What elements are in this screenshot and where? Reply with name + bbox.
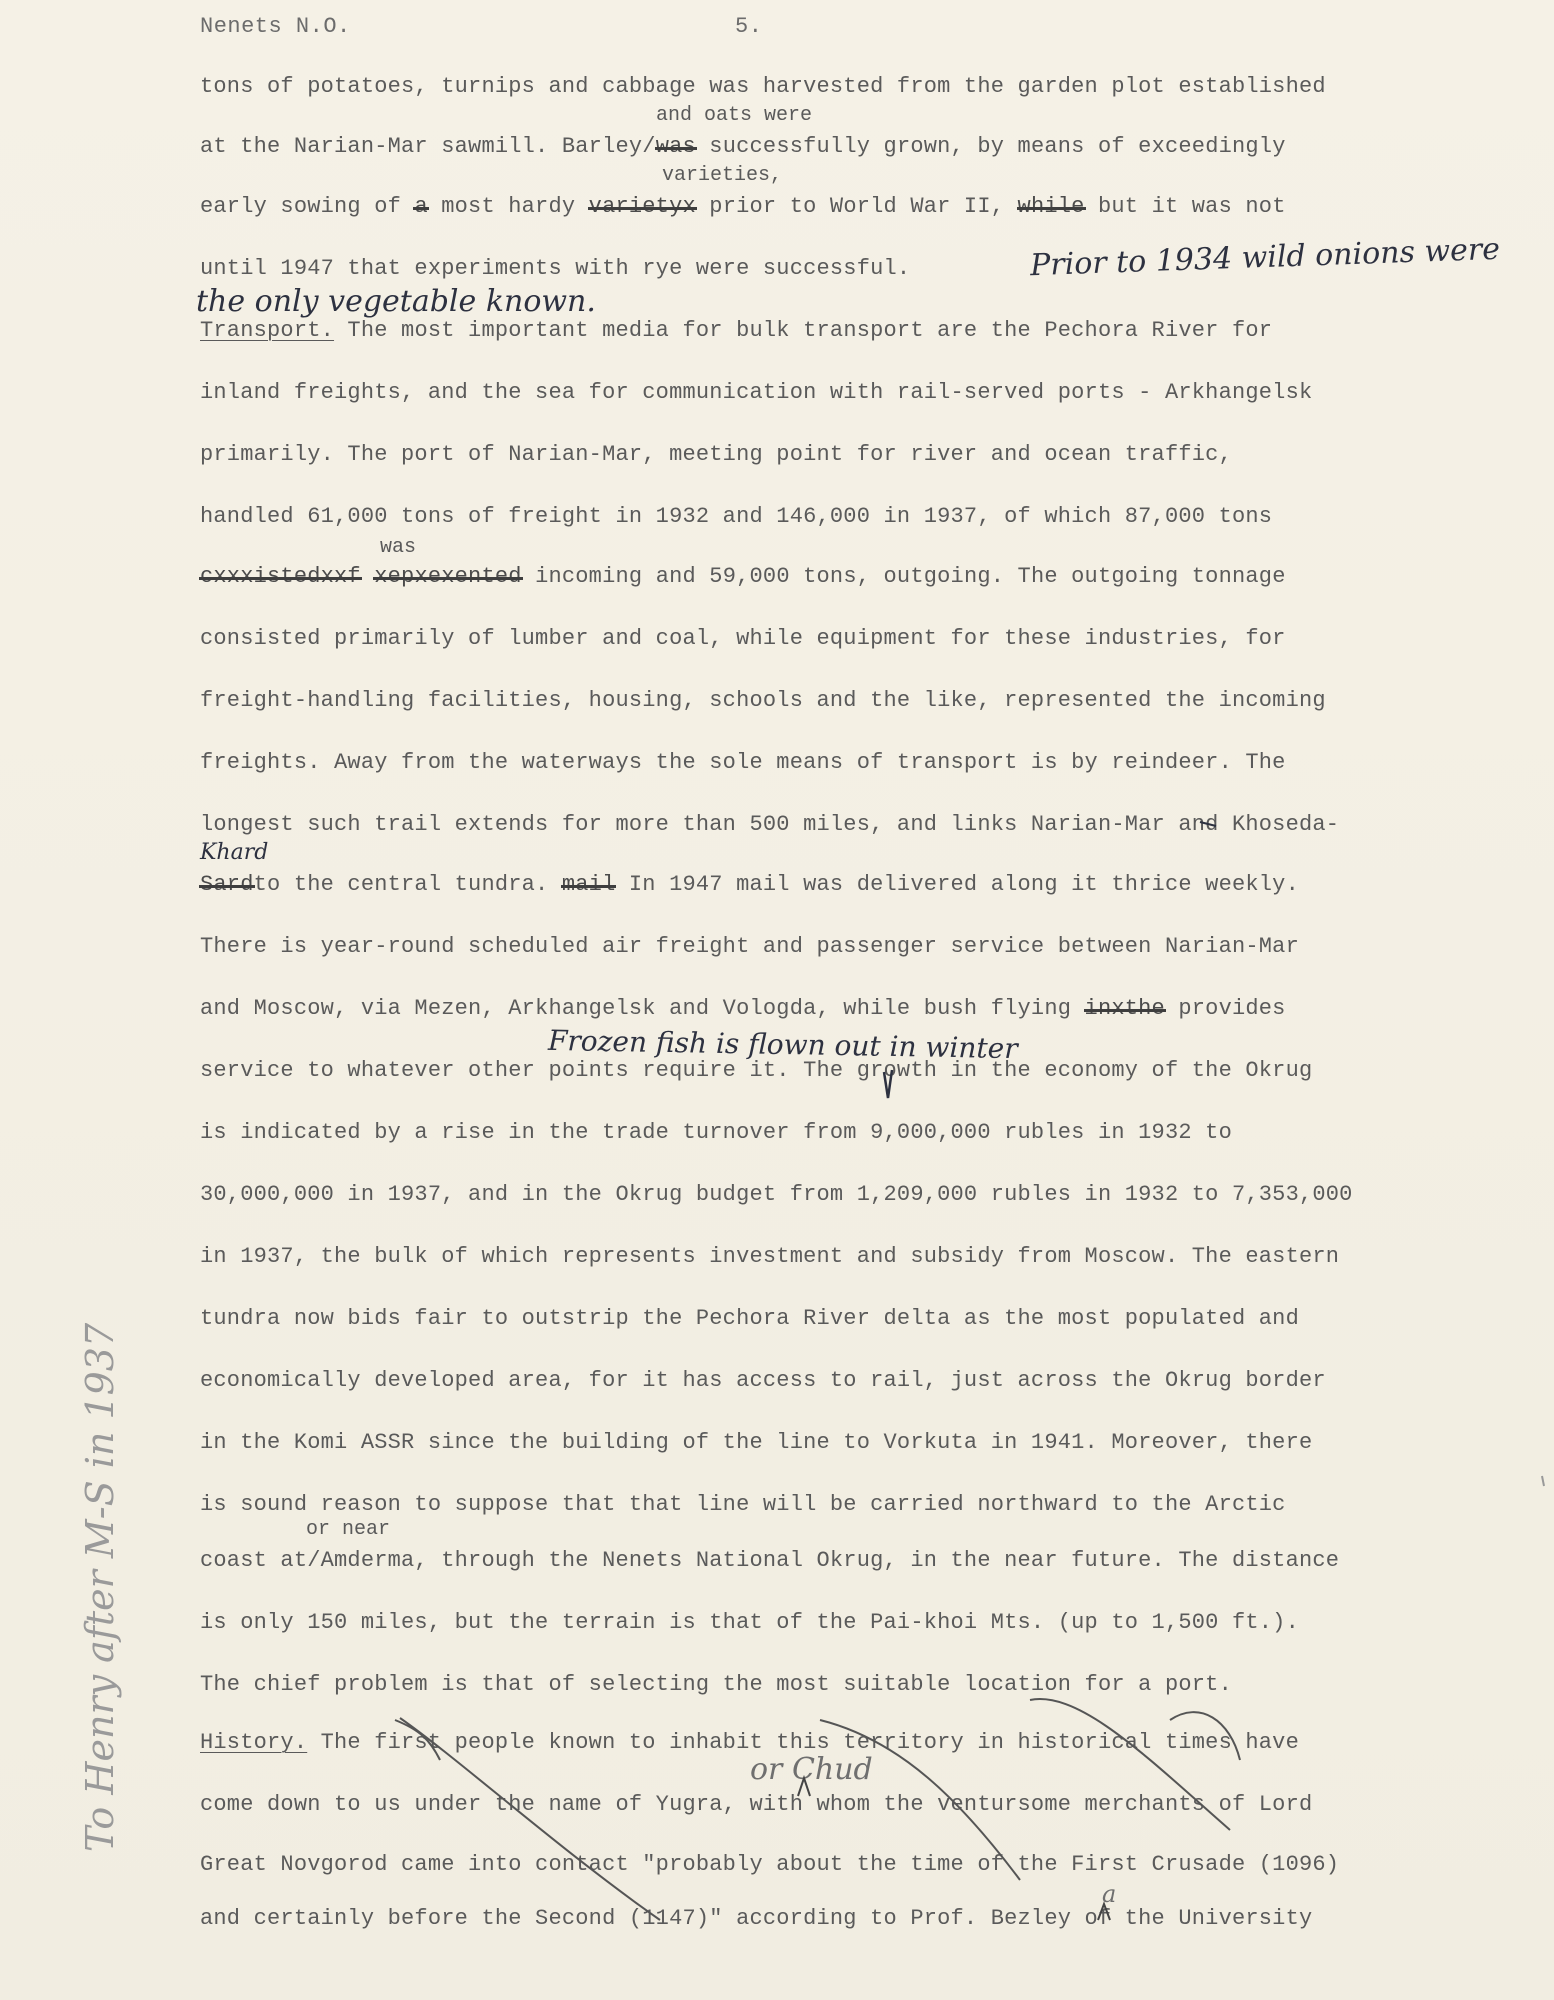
text-span: The most important media for bulk transport are the Pechora River for xyxy=(334,318,1273,343)
text-line: is only 150 miles, but the terrain is that of the Pai-khoi Mts. (up to 1,500 ft.). xyxy=(200,1610,1299,1635)
margin-tick xyxy=(1542,1476,1544,1486)
interlinear-insert: and oats were xyxy=(656,104,813,127)
pencil-stroke xyxy=(400,1718,660,1920)
header-title: Nenets N.O. xyxy=(200,14,351,39)
text-line: Great Novgorod came into contact "probably about the time of the First Crusade (1096) xyxy=(200,1852,1340,1877)
struck-word: varietyx xyxy=(588,194,696,219)
struck-word: a xyxy=(414,194,428,219)
interlinear-insert: was xyxy=(380,536,417,559)
text-line: until 1947 that experiments with rye were successful. xyxy=(200,256,911,281)
pencil-stroke xyxy=(1030,1699,1230,1830)
insertion-caret xyxy=(798,1778,810,1796)
text-line: There is year-round scheduled air freight and passenger service between Narian-Mar xyxy=(200,934,1299,959)
interlinear-insert: varieties, xyxy=(662,164,783,187)
struck-word: cxxxistedxxf xyxy=(200,564,361,589)
struck-word: inxthe xyxy=(1084,996,1165,1021)
struck-word: while xyxy=(1017,194,1085,219)
text-span: to the central tundra. xyxy=(253,872,562,897)
text-line: and certainly before the Second (1147)" according to Prof. Bezley of the University xyxy=(200,1906,1313,1931)
section-heading-transport: Transport. xyxy=(200,318,335,343)
handwritten-insert: the only vegetable known. xyxy=(196,284,596,319)
text-line: 30,000,000 in 1937, and in the Okrug budget from 1,209,000 rubles in 1932 to 7,353,000 xyxy=(200,1182,1353,1207)
text-span: and Moscow, via Mezen, Arkhangelsk and Vologda, while bush flying xyxy=(200,996,1085,1021)
struck-word: xepxexented xyxy=(374,564,522,589)
text-line: The chief problem is that of selecting the most suitable location for a port. xyxy=(200,1672,1232,1697)
text-line: tons of potatoes, turnips and cabbage was harvested from the garden plot established xyxy=(200,74,1326,99)
text-line: tundra now bids fair to outstrip the Pechora River delta as the most populated and xyxy=(200,1306,1299,1331)
text-line: freights. Away from the waterways the sole means of transport is by reindeer. The xyxy=(200,750,1286,775)
text-span: In 1947 mail was delivered along it thrice weekly. xyxy=(615,872,1299,897)
text-span: incoming and 59,000 tons, outgoing. The outgoing tonnage xyxy=(521,564,1286,589)
pencil-stroke xyxy=(1170,1712,1240,1760)
text-line: inland freights, and the sea for communication with rail-served ports - Arkhangelsk xyxy=(200,380,1313,405)
text-line: in the Komi ASSR since the building of the line to Vorkuta in 1941. Moreover, there xyxy=(200,1430,1313,1455)
text-line: longest such trail extends for more than 500 miles, and links Narian-Mar and Khoseda- xyxy=(200,812,1340,837)
text-span: The first people known to inhabit this territory in historical times have xyxy=(307,1730,1299,1755)
text-line: handled 61,000 tons of freight in 1932 and 146,000 in 1937, of which 87,000 tons xyxy=(200,504,1273,529)
handwritten-insert: a xyxy=(1102,1880,1117,1908)
handwritten-insert: Frozen fish is flown out in winter xyxy=(547,1023,1018,1066)
text-line: in 1937, the bulk of which represents investment and subsidy from Moscow. The eastern xyxy=(200,1244,1340,1269)
text-span: successfully grown, by means of exceedingly xyxy=(695,134,1286,159)
text-line: service to whatever other points require it. The growth in the economy of the Okrug xyxy=(200,1058,1313,1083)
insertion-caret xyxy=(884,1070,892,1098)
text-line: come down to us under the name of Yugra, with whom the ventursome merchants of Lord xyxy=(200,1792,1313,1817)
text-span: early sowing of xyxy=(200,194,415,219)
margin-pencil-note: To Henry after M-S in 1937 xyxy=(78,1322,122,1852)
page-number: 5. xyxy=(735,14,763,39)
text-span: at the Narian-Mar sawmill. Barley/ xyxy=(200,134,656,159)
pencil-stroke xyxy=(395,1720,440,1760)
struck-word: mail xyxy=(561,872,616,897)
text-span: but it was not xyxy=(1084,194,1286,219)
text-line: is indicated by a rise in the trade turnover from 9,000,000 rubles in 1932 to xyxy=(200,1120,1232,1145)
handwritten-insert: Prior to 1934 wild onions were xyxy=(1029,231,1501,284)
text-line: primarily. The port of Narian-Mar, meeting point for river and ocean traffic, xyxy=(200,442,1232,467)
handwritten-insert: or Chud xyxy=(750,1752,873,1787)
section-heading-history: History. xyxy=(200,1730,308,1755)
interlinear-insert: or near xyxy=(306,1518,391,1541)
ink-mark xyxy=(1200,822,1216,826)
insertion-caret xyxy=(1098,1904,1110,1920)
text-line: consisted primarily of lumber and coal, while equipment for these industries, for xyxy=(200,626,1286,651)
handwritten-insert: Khard xyxy=(200,840,269,865)
text-line: economically developed area, for it has access to rail, just across the Okrug border xyxy=(200,1368,1326,1393)
text-span: prior to World War II, xyxy=(695,194,1018,219)
text-span: provides xyxy=(1164,996,1286,1021)
text-line: freight-handling facilities, housing, schools and the like, represented the incoming xyxy=(200,688,1326,713)
struck-word: Sard xyxy=(200,872,254,897)
text-span: most hardy xyxy=(427,194,589,219)
text-line: is sound reason to suppose that that line will be carried northward to the Arctic xyxy=(200,1492,1286,1517)
text-line: coast at/Amderma, through the Nenets National Okrug, in the near future. The distance xyxy=(200,1548,1340,1573)
pencil-stroke xyxy=(820,1720,1020,1880)
struck-word: was xyxy=(655,134,696,159)
